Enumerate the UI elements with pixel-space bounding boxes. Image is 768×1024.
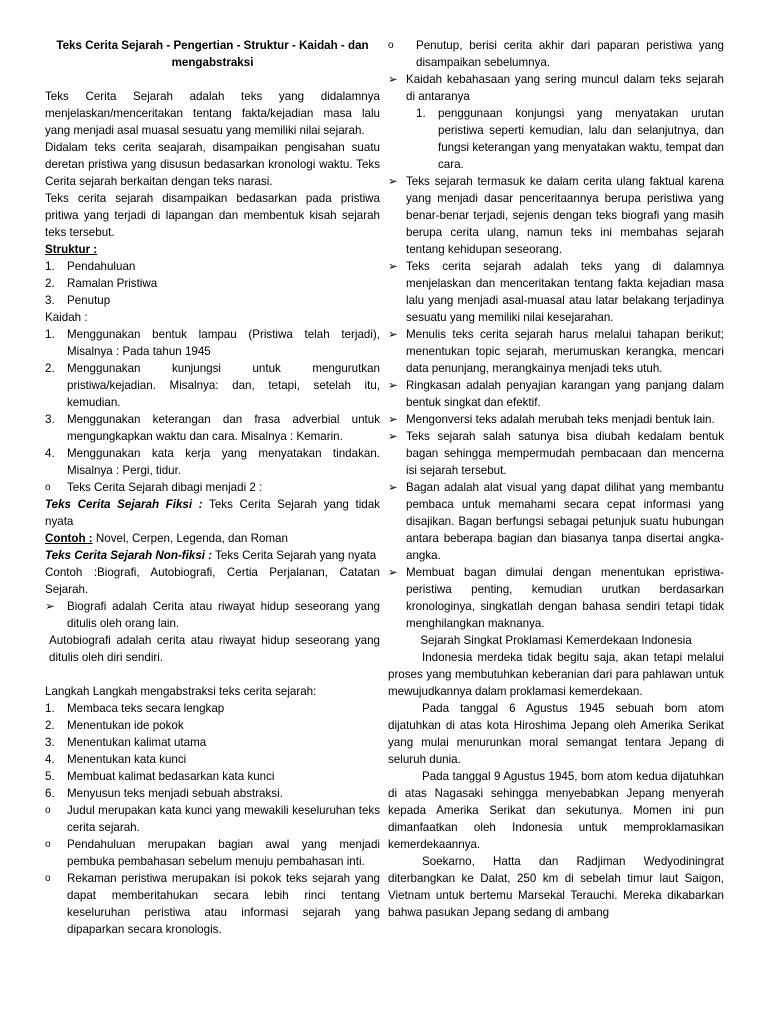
langkah-item: 6. Menyusun teks menjadi sebuah abstraksi. bbox=[45, 787, 283, 800]
arrow-item: ➢ Menulis teks cerita sejarah harus melalui tahapan berikut; menentukan topic sejarah, merumuskan kerangka, mencari data penunjang, merangkainya menjadi teks utuh. bbox=[388, 328, 724, 375]
nonfiksi-definition: Teks Cerita Sejarah Non-fiksi : Teks Cerita Sejarah yang nyata bbox=[45, 549, 377, 562]
right-column bbox=[388, 37, 724, 921]
kaidah-heading: Kaidah : bbox=[45, 311, 88, 324]
left-column bbox=[45, 37, 380, 938]
arrow-bullet-icon: ➢ bbox=[388, 260, 398, 273]
struktur-heading: Struktur : bbox=[45, 243, 98, 256]
arrow-item: ➢ Ringkasan adalah penyajian karangan yang panjang dalam bentuk singkat dan efektif. bbox=[388, 379, 724, 409]
arrow-bullet-icon: ➢ bbox=[388, 430, 398, 443]
arrow-item: ➢ Bagan adalah alat visual yang dapat dilihat yang membantu pembaca untuk memahami secara cepat informasi yang disajikan. Bagan berfungsi sebagai petunjuk suatu hubungan antara beberapa bagian dan biasanya tanpa disertai angka-angka. bbox=[388, 481, 724, 562]
circle-bullet-icon: o bbox=[45, 482, 51, 493]
circle-bullet-icon: o bbox=[45, 873, 51, 884]
kaidah-item: 3. Menggunakan keterangan dan frasa adverbial untuk mengungkapkan waktu dan cara. Misalnya : Kemarin. bbox=[45, 413, 380, 443]
langkah-heading: Langkah Langkah mengabstraksi teks cerita sejarah: bbox=[45, 685, 317, 698]
kaidah-item: 1. Menggunakan bentuk lampau (Pristiwa telah terjadi), Misalnya : Pada tahun 1945 bbox=[45, 328, 380, 358]
dibagi-item: o Teks Cerita Sejarah dibagi menjadi 2 : bbox=[45, 481, 263, 494]
intro-paragraph-2: Didalam teks cerita seajarah, disampaikan pengisahan suatu deretan pristiwa yang disusun bedasarkan kronologi waktu. Teks Cerita sejarah berkaitan dengan teks narasi. bbox=[45, 141, 380, 188]
struktur-item: 1. Pendahuluan bbox=[45, 260, 136, 273]
kaidah-item: 4. Menggunakan kata kerja yang menyatakan tindakan. Misalnya : Pergi, tidur. bbox=[45, 447, 380, 477]
langkah-item: 1. Membaca teks secara lengkap bbox=[45, 702, 225, 715]
struktur-item: 3. Penutup bbox=[45, 294, 111, 307]
arrow-bullet-icon: ➢ bbox=[388, 481, 398, 494]
arrow-bullet-icon: ➢ bbox=[388, 379, 398, 392]
kaidah-item: 2. Menggunakan kunjungsi untuk mengurutkan pristiwa/kejadian. Misalnya: dan, tetapi, setelah itu, kemudian. bbox=[45, 362, 380, 409]
struktur-item: 2. Ramalan Pristiwa bbox=[45, 277, 158, 290]
fiksi-definition: Teks Cerita Sejarah Fiksi : Teks Cerita Sejarah yang tidak nyata bbox=[45, 498, 380, 528]
intro-paragraph-3: Teks cerita sejarah disampaikan bedasarkan pada pristiwa pritiwa yang terjadi di lapangan dan membentuk kisah sejarah teks tersebut. bbox=[45, 192, 380, 239]
sejarah-paragraph: Pada tanggal 9 Agustus 1945, bom atom kedua dijatuhkan di atas Nagasaki sehingga menyebabkan Jepang menyerah kepada Amerika Serikat dan sekutunya. Momen ini pun dimanfaatkan oleh Indonesia untuk memproklamasikan kemerdekaannya. bbox=[388, 770, 724, 851]
arrow-item: ➢ Teks sejarah termasuk ke dalam cerita ulang faktual karena yang menjadi dasar penceritaannya berupa peristiwa yang benar-benar terjadi, sejenis dengan teks biografi yang masih berupa cerita ulang, namun teks ini membahas sejarah tentang kehidupan seseorang. bbox=[388, 175, 724, 256]
biografi-item: ➢ Biografi adalah Cerita atau riwayat hidup seseorang yang ditulis oleh orang lain. bbox=[45, 600, 380, 630]
langkah-item: 4. Menentukan kata kunci bbox=[45, 753, 187, 766]
arrow-bullet-icon: ➢ bbox=[388, 328, 398, 341]
circle-bullet-icon: o bbox=[45, 805, 51, 816]
sejarah-paragraph: Soekarno, Hatta dan Radjiman Wedyodiningrat diterbangkan ke Dalat, 250 km di sebelah timur laut Saigon, Vietnam untuk bertemu Marsekal Terauchi. Mereka dikabarkan bahwa pasukan Jepang sedang di ambang bbox=[388, 855, 724, 919]
structure-note-item: o Rekaman peristiwa merupakan isi pokok teks sejarah yang dapat memberitahukan secara lebih rinci tentang keseluruhan peristiwa atau informasi sejarah yang dipaparkan secara kronologis. bbox=[45, 872, 380, 936]
arrow-bullet-icon: ➢ bbox=[388, 413, 398, 426]
document-title: Teks Cerita Sejarah - Pengertian - Struktur - Kaidah - dan mengabstraksi bbox=[56, 39, 369, 69]
arrow-bullet-icon: ➢ bbox=[388, 175, 398, 188]
contoh-nonfiksi: Contoh :Biografi, Autobiografi, Certia Perjalanan, Catatan Sejarah. bbox=[45, 566, 380, 596]
arrow-item: ➢ Mengonversi teks adalah merubah teks menjadi bentuk lain. bbox=[388, 413, 715, 426]
sejarah-paragraph: Indonesia merdeka tidak begitu saja, akan tetapi melalui proses yang membutuhkan keberanian dari para pahlawan untuk mewujudkannya dalam proklamasi kemerdekaan. bbox=[388, 651, 724, 698]
intro-paragraph-1: Teks Cerita Sejarah adalah teks yang didalamnya menjelaskan/menceritakan tentang fakta/kejadian masa lalu yang menjadi asal muasal sesuatu yang memiliki nilai sejarah. bbox=[45, 90, 380, 137]
arrow-item: ➢ Membuat bagan dimulai dengan menentukan epristiwa-peristiwa penting, kemudian urutkan berdasarkan kronologinya, singkatlah dengan bahasa sendiri tetapi tidak menghilangkan maknanya. bbox=[388, 566, 724, 630]
sejarah-paragraph: Pada tanggal 6 Agustus 1945 sebuah bom atom dijatuhkan di atas kota Hiroshima Jepang oleh Amerika Serikat yang mulai menurunkan moral semangat tentara Jepang di seluruh dunia. bbox=[388, 702, 724, 766]
langkah-item: 5. Membuat kalimat bedasarkan kata kunci bbox=[45, 770, 275, 783]
structure-note-item: o Judul merupakan kata kunci yang mewakili keseluruhan teks cerita sejarah. bbox=[45, 804, 380, 834]
arrow-bullet-icon: ➢ bbox=[388, 73, 398, 86]
langkah-item: 3. Menentukan kalimat utama bbox=[45, 736, 207, 749]
kaidah-sub-item: 1. penggunaan konjungsi yang menyatakan urutan peristiwa seperti kemudian, lalu dan selanjutnya, dan fungsi keterangan yang menyatakan waktu, tempat dan cara. bbox=[416, 107, 724, 171]
circle-bullet-icon: o bbox=[45, 839, 51, 850]
circle-bullet-icon: o bbox=[388, 40, 394, 51]
penutup-item: o Penutup, berisi cerita akhir dari paparan peristiwa yang disampaikan sebelumnya. bbox=[388, 39, 724, 69]
arrow-item: ➢ Teks cerita sejarah adalah teks yang di dalamnya menjelaskan dan menceritakan tentang fakta kejadian masa lalu yang menjadi asal-muasal atau latar belakang terjadinya sesuatu yang memiliki nilai kesejarahan. bbox=[388, 260, 724, 324]
arrow-bullet-icon: ➢ bbox=[45, 600, 55, 613]
arrow-item: ➢ Teks sejarah salah satunya bisa diubah kedalam bentuk bagan sehingga mempermudah pembacaan dan mencerna isi sejarah tersebut. bbox=[388, 430, 724, 477]
langkah-item: 2. Menentukan ide pokok bbox=[45, 719, 184, 732]
kaidah-bahasa-item: ➢ Kaidah kebahasaan yang sering muncul dalam teks sejarah di antaranya bbox=[388, 73, 724, 103]
contoh-fiksi: Contoh : Novel, Cerpen, Legenda, dan Roman bbox=[45, 532, 288, 545]
sejarah-title: Sejarah Singkat Proklamasi Kemerdekaan Indonesia bbox=[420, 634, 692, 647]
arrow-bullet-icon: ➢ bbox=[388, 566, 398, 579]
autobiografi-text: Autobiografi adalah cerita atau riwayat hidup seseorang yang ditulis oleh diri sendiri. bbox=[49, 634, 380, 664]
structure-note-item: o Pendahuluan merupakan bagian awal yang menjadi pembuka pembahasan sebelum menuju pembahasan inti. bbox=[45, 838, 380, 868]
